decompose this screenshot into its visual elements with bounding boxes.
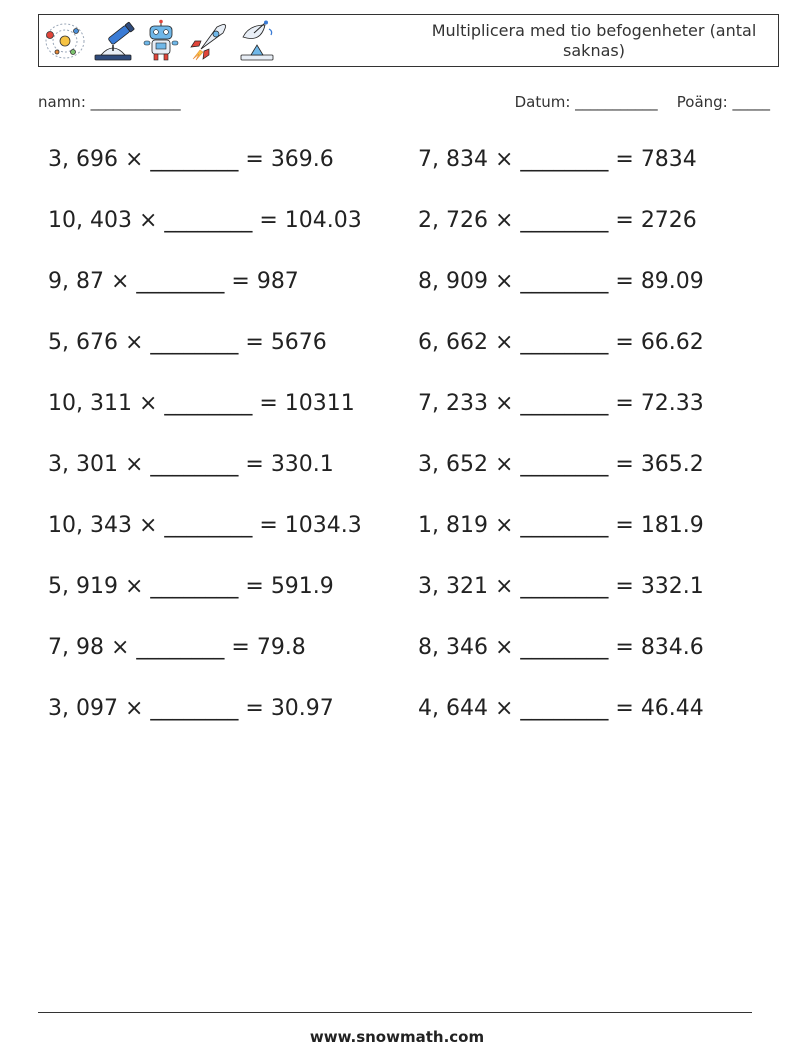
problem-right: 6, 662 × ________ = 66.62 [418, 330, 704, 355]
problem-left: 10, 403 × ________ = 104.03 [48, 208, 362, 233]
robot-icon [139, 19, 183, 63]
problem-row [48, 253, 768, 314]
footer-divider [38, 1012, 752, 1013]
worksheet-title: Multiplicera med tio befogenheter (antal saknas) [431, 21, 757, 60]
problem-right: 3, 321 × ________ = 332.1 [418, 574, 704, 599]
problem-row [48, 497, 768, 558]
problem-left: 10, 343 × ________ = 1034.3 [48, 513, 362, 538]
problem-left: 5, 676 × ________ = 5676 [48, 330, 327, 355]
name-label: namn: ____________ [38, 93, 181, 111]
date-label: Datum: ___________ [514, 93, 658, 111]
date-score-fields [515, 93, 770, 111]
name-field [38, 93, 181, 111]
footer-site: www.snowmath.com [309, 1028, 485, 1046]
problem-right: 4, 644 × ________ = 46.44 [418, 696, 704, 721]
problem-row [48, 619, 768, 680]
problem-row [48, 192, 768, 253]
telescope-icon [91, 19, 135, 63]
problem-left: 3, 097 × ________ = 30.97 [48, 696, 334, 721]
problem-row [48, 436, 768, 497]
problem-left: 7, 98 × ________ = 79.8 [48, 635, 306, 660]
problem-row [48, 314, 768, 375]
problem-row [48, 558, 768, 619]
problem-left: 3, 301 × ________ = 330.1 [48, 452, 334, 477]
score-label: Poäng: _____ [676, 93, 770, 111]
header-icons [43, 19, 279, 63]
problem-right: 7, 233 × ________ = 72.33 [418, 391, 704, 416]
problem-left: 3, 696 × ________ = 369.6 [48, 147, 334, 172]
worksheet-header [38, 14, 779, 67]
problem-right: 2, 726 × ________ = 2726 [418, 208, 697, 233]
rocket-icon [187, 19, 231, 63]
problem-left: 10, 311 × ________ = 10311 [48, 391, 355, 416]
problem-right: 7, 834 × ________ = 7834 [418, 147, 697, 172]
problem-right: 3, 652 × ________ = 365.2 [418, 452, 704, 477]
problem-left: 9, 87 × ________ = 987 [48, 269, 299, 294]
problem-row [48, 131, 768, 192]
problem-right: 1, 819 × ________ = 181.9 [418, 513, 704, 538]
problem-left: 5, 919 × ________ = 591.9 [48, 574, 334, 599]
problem-right: 8, 909 × ________ = 89.09 [418, 269, 704, 294]
solar-system-icon [43, 19, 87, 63]
problem-right: 8, 346 × ________ = 834.6 [418, 635, 704, 660]
problem-row [48, 680, 768, 741]
problem-row [48, 375, 768, 436]
satellite-dish-icon [235, 19, 279, 63]
